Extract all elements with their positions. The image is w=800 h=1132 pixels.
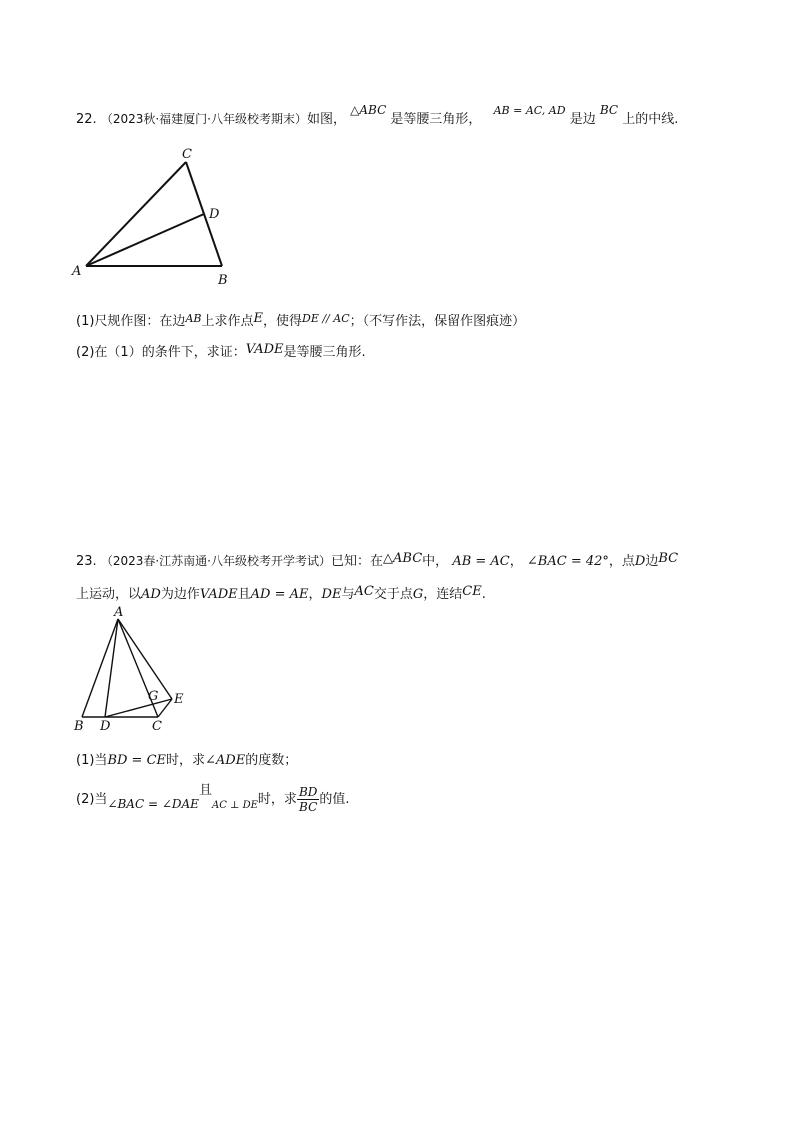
- q23-label-e: E: [174, 692, 184, 707]
- q22-number: 22.: [76, 112, 97, 127]
- q23-stem-line1: 23. （2023春·江苏南通·八年级校考开学考试）已知：在△ABC中， AB = AC， ∠BAC = 42°，点D边BC: [76, 551, 679, 569]
- q22-stem: 22. （2023秋·福建厦门·八年级校考期末）如图， △ABC 是等腰三角形， $^{AB = AC, AD}$ 是边 BC 上的中线.: [76, 103, 679, 127]
- q23-label-d: D: [100, 719, 111, 734]
- q22-math-bc: BC: [599, 103, 619, 117]
- q22-part2: (2)在（1）的条件下，求证：VADE是等腰三角形.: [76, 342, 366, 360]
- q23-side-ab: [82, 619, 118, 717]
- q23-figure: [70, 605, 210, 735]
- q22-label-d: D: [209, 207, 220, 222]
- q22-label-a: A: [72, 264, 82, 279]
- q23-label-b: B: [74, 719, 84, 734]
- q23-fraction: $\frac{BD}{BC}$: [298, 785, 318, 814]
- q23-number: 23.: [76, 554, 97, 569]
- q22-math-triangle: △ABC: [350, 103, 387, 117]
- q22-math-ab-ac: AB = AC, AD: [493, 104, 566, 117]
- q22-side-ac: [86, 162, 186, 266]
- q22-label-c: C: [182, 147, 192, 162]
- q23-label-a: A: [114, 605, 124, 620]
- q23-segment-de: [105, 699, 172, 717]
- q22-label-b: B: [218, 273, 228, 288]
- q23-part2: (2)当∠BAC = ∠DAE且$_{AC \perp DE}$时，求 $\frac{BD}{BC}$ 的值.: [76, 783, 350, 814]
- q23-segment-ad: [105, 619, 118, 717]
- q23-label-g: G: [148, 689, 159, 704]
- q22-part1: (1)尺规作图：在边$^{AB}$上求作点E，使得$^{DE // AC}$；（不写作法，保留作图痕迹）: [76, 311, 526, 329]
- q22-figure: [64, 140, 264, 290]
- q22-source: （2023秋·福建厦门·八年级校考期末）: [100, 112, 307, 126]
- q23-source: （2023春·江苏南通·八年级校考开学考试）: [100, 554, 331, 568]
- q23-part1: (1)当BD = CE时，求∠ADE的度数；: [76, 753, 298, 768]
- q23-label-c: C: [152, 719, 162, 734]
- q23-stem-line2: 上运动，以AD为边作VADE且AD = AE，DE与AC交于点G，连结CE.: [76, 584, 486, 602]
- q22-median-ad: [86, 214, 204, 266]
